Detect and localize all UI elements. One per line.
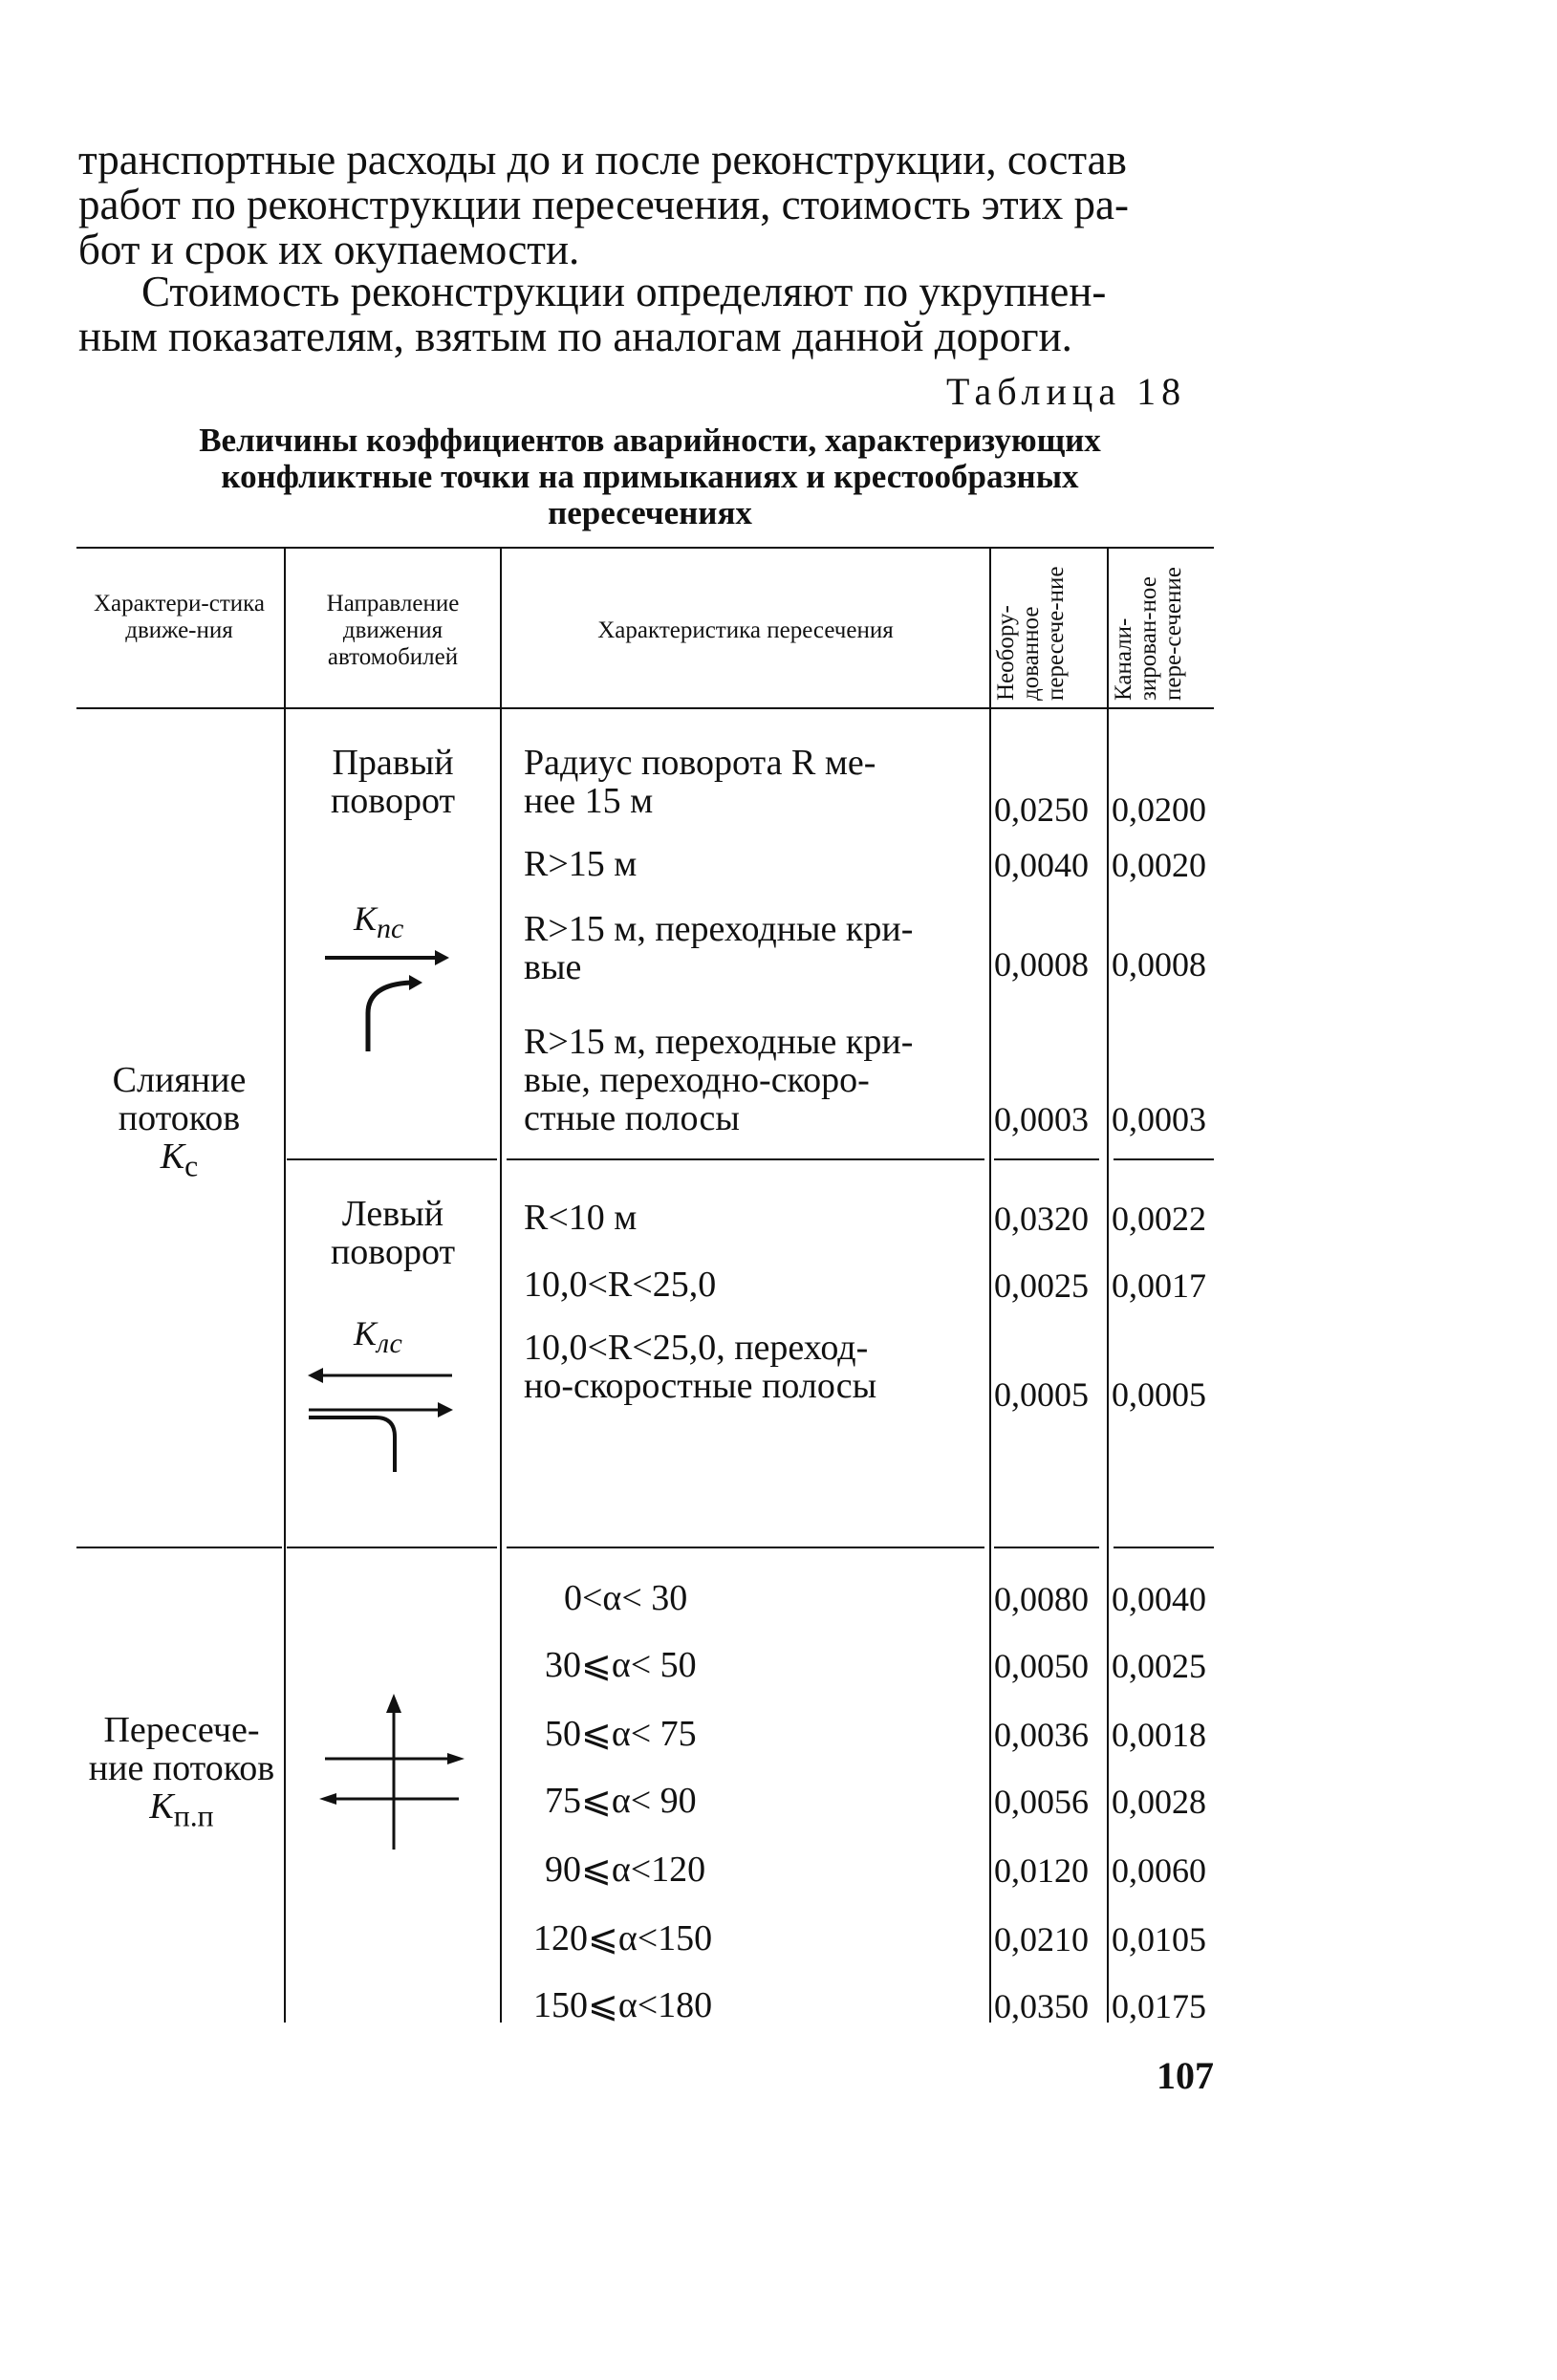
header-unequipped: Необору-дованное пересече-ние — [993, 566, 1069, 701]
crossing-description — [524, 1329, 992, 1405]
crossing-description — [524, 744, 992, 820]
value-channelized: 0,0020 — [1112, 846, 1206, 884]
caption-line: конфликтные точки на примыканиях и крестообразных — [221, 458, 1079, 495]
value-channelized: 0,0060 — [1112, 1851, 1206, 1890]
description-line: R>15 м, переходные кри- — [524, 1022, 914, 1062]
value-channelized: 0,0005 — [1112, 1375, 1206, 1414]
value-channelized: 0,0018 — [1112, 1716, 1206, 1754]
paragraph-line: Стоимость реконструкции определяют по укрупнен- — [141, 268, 1107, 315]
direction-label: поворот — [330, 1232, 456, 1272]
row-separator — [994, 1158, 1099, 1160]
group-label: потоков — [118, 1098, 241, 1138]
right-turn-diagram-icon — [315, 946, 449, 1061]
description-line: 30⩽α< 50 — [545, 1645, 697, 1685]
value-channelized: 0,0200 — [1112, 790, 1206, 829]
value-unequipped: 0,0056 — [994, 1783, 1089, 1821]
direction-label: Левый — [341, 1194, 444, 1234]
table-top-rule — [76, 547, 1214, 549]
direction-right — [292, 744, 494, 820]
value-channelized: 0,0040 — [1112, 1580, 1206, 1618]
value-channelized: 0,0022 — [1112, 1200, 1206, 1238]
row-separator — [287, 1547, 497, 1548]
value-channelized: 0,0028 — [1112, 1783, 1206, 1821]
direction-label: Правый — [332, 743, 454, 783]
column-divider — [284, 549, 286, 2023]
paragraph-line: работ по реконструкции пересечения, стоимость этих ра- — [78, 181, 1130, 228]
group-label: Слияние — [112, 1060, 247, 1100]
crossing-description — [545, 1850, 1013, 1889]
value-unequipped: 0,0250 — [994, 790, 1089, 829]
value-channelized: 0,0003 — [1112, 1100, 1206, 1138]
value-channelized: 0,0025 — [1112, 1647, 1206, 1685]
value-unequipped: 0,0025 — [994, 1266, 1089, 1305]
crossing-description — [524, 1199, 992, 1237]
group-label: ние потоков — [88, 1748, 275, 1788]
value-unequipped: 0,0008 — [994, 945, 1089, 984]
value-unequipped: 0,0210 — [994, 1920, 1089, 1958]
description-line: 10,0<R<25,0 — [524, 1265, 717, 1305]
row-separator — [507, 1158, 984, 1160]
description-line: 50⩽α< 75 — [545, 1714, 697, 1754]
crossing-description — [524, 1266, 992, 1304]
coefficient-symbol: K — [160, 1136, 185, 1177]
header-bottom-rule — [76, 707, 1214, 709]
page-number: 107 — [1157, 2054, 1214, 2097]
crossing-description — [524, 910, 992, 986]
crossing-description — [545, 1646, 1013, 1684]
paragraph-2 — [78, 270, 1225, 359]
group-merge — [81, 1061, 277, 1186]
description-line: 75⩽α< 90 — [545, 1781, 697, 1821]
table-caption — [76, 422, 1223, 531]
value-channelized: 0,0017 — [1112, 1266, 1206, 1305]
paragraph-1 — [78, 138, 1225, 272]
crossing-description — [524, 845, 992, 883]
direction-label: поворот — [330, 781, 456, 821]
description-line: R<10 м — [524, 1198, 638, 1238]
crossing-description — [564, 1579, 1032, 1617]
coefficient-symbol: K — [354, 1314, 378, 1352]
caption-line: пересечениях — [548, 494, 752, 531]
crossing-description — [533, 1986, 1002, 2024]
coefficient-sub: лс — [377, 1328, 402, 1360]
table-label: Таблица 18 — [946, 370, 1187, 413]
description-line: но-скоростные полосы — [524, 1366, 877, 1406]
coefficient-symbol: K — [354, 899, 378, 938]
coefficient-sub: пс — [377, 913, 404, 945]
direction-left — [292, 1195, 494, 1271]
description-line: вые, переходно-скоро- — [524, 1060, 870, 1100]
left-turn-label — [354, 1313, 402, 1360]
header-characteristic: Характери-стика движе-ния — [93, 591, 266, 643]
description-line: нее 15 м — [524, 781, 654, 821]
value-unequipped: 0,0120 — [994, 1851, 1089, 1890]
value-unequipped: 0,0320 — [994, 1200, 1089, 1238]
description-line: R>15 м — [524, 844, 638, 884]
value-unequipped: 0,0003 — [994, 1100, 1089, 1138]
header-direction: Направление движения автомобилей — [326, 591, 460, 670]
value-unequipped: 0,0350 — [994, 1987, 1089, 2025]
description-line: 10,0<R<25,0, переход- — [524, 1328, 869, 1368]
crossing-description — [545, 1715, 1013, 1753]
column-divider — [1107, 549, 1109, 2023]
caption-line: Величины коэффициентов аварийности, характеризующих — [199, 422, 1101, 459]
row-separator — [1114, 1158, 1214, 1160]
row-separator — [287, 1158, 497, 1160]
row-separator — [994, 1547, 1099, 1548]
value-channelized: 0,0008 — [1112, 945, 1206, 984]
value-unequipped: 0,0050 — [994, 1647, 1089, 1685]
paragraph-line: транспортные расходы до и после реконструкции, состав — [78, 136, 1127, 184]
description-line: вые — [524, 947, 582, 987]
group-cross — [81, 1711, 282, 1836]
row-separator — [1114, 1547, 1214, 1548]
group-label: Пересече- — [103, 1710, 260, 1750]
row-separator — [76, 1547, 282, 1548]
coefficient-sub: с — [184, 1149, 199, 1183]
description-line: 90⩽α<120 — [545, 1850, 706, 1890]
value-unequipped: 0,0036 — [994, 1716, 1089, 1754]
paragraph-line: ным показателям, взятым по аналогам данной дороги. — [78, 313, 1072, 360]
paragraph-line: бот и срок их окупаемости. — [78, 226, 580, 273]
value-channelized: 0,0175 — [1112, 1987, 1206, 2025]
header-crossing: Характеристика пересечения — [597, 617, 894, 643]
crossing-description — [533, 1919, 1002, 1958]
description-line: 150⩽α<180 — [533, 1985, 713, 2025]
description-line: 0<α< 30 — [564, 1578, 688, 1618]
value-unequipped: 0,0040 — [994, 846, 1089, 884]
value-unequipped: 0,0005 — [994, 1375, 1089, 1414]
row-separator — [507, 1547, 984, 1548]
description-line: 120⩽α<150 — [533, 1918, 713, 1958]
value-unequipped: 0,0080 — [994, 1580, 1089, 1618]
coefficient-sub: п.п — [173, 1799, 214, 1833]
description-line: R>15 м, переходные кри- — [524, 909, 914, 949]
crossing-description — [524, 1023, 992, 1137]
crossing-diagram-icon — [315, 1692, 468, 1854]
description-line: Радиус поворота R ме- — [524, 743, 876, 783]
right-turn-label — [354, 898, 403, 945]
crossing-description — [545, 1782, 1013, 1820]
left-turn-diagram-icon — [304, 1362, 457, 1477]
value-channelized: 0,0105 — [1112, 1920, 1206, 1958]
description-line: стные полосы — [524, 1098, 740, 1138]
column-divider — [500, 549, 502, 2023]
header-channelized: Канали-зирован-ное пере-сечение — [1111, 567, 1186, 701]
coefficient-symbol: K — [149, 1786, 174, 1827]
